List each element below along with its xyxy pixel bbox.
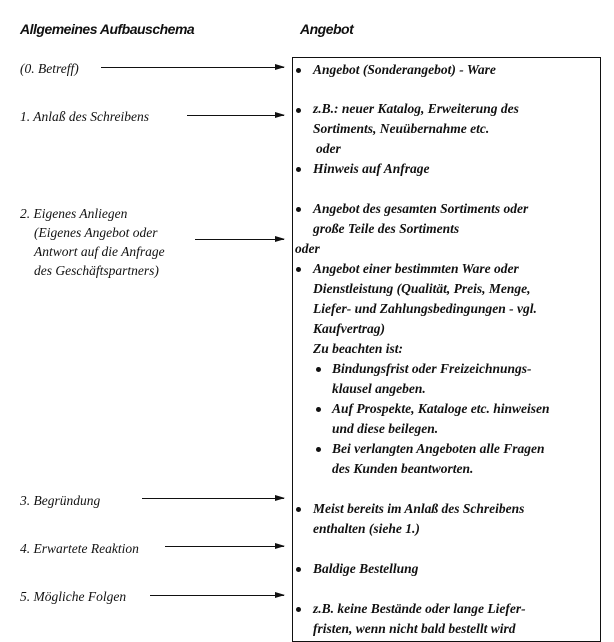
item-folgen bbox=[313, 599, 526, 639]
bullet-icon bbox=[296, 167, 301, 172]
arrow-anliegen bbox=[195, 239, 284, 240]
item-reaktion: Baldige Bestellung bbox=[313, 561, 419, 576]
item-line: und diese beilegen. bbox=[332, 421, 439, 436]
sub-item bbox=[332, 439, 545, 479]
or-connector: oder bbox=[295, 241, 320, 256]
bullet-icon bbox=[296, 607, 301, 612]
item-anlass-b: Hinweis auf Anfrage bbox=[313, 161, 430, 176]
bullet-icon bbox=[296, 567, 301, 572]
arrow-anlass bbox=[187, 115, 284, 116]
sub-item bbox=[332, 359, 532, 399]
item-line: Dienstleistung (Qualität, Preis, Menge, bbox=[313, 281, 531, 296]
sub-item bbox=[332, 399, 550, 439]
step-begruendung: 3. Begründung bbox=[20, 493, 101, 508]
step-reaktion: 4. Erwartete Reaktion bbox=[20, 541, 139, 556]
or-connector: oder bbox=[316, 141, 341, 156]
left-column-heading: Allgemeines Aufbauschema bbox=[20, 21, 195, 37]
item-line: Kaufvertrag) bbox=[313, 321, 385, 336]
item-line: Angebot des gesamten Sortiments oder bbox=[313, 201, 529, 216]
item-line: klausel angeben. bbox=[332, 381, 426, 396]
step-anliegen-line: Antwort auf die Anfrage bbox=[34, 244, 165, 259]
item-line: des Kunden beantworten. bbox=[332, 461, 474, 476]
item-line: z.B. keine Bestände oder lange Liefer- bbox=[313, 601, 526, 616]
bullet-icon bbox=[296, 68, 301, 73]
step-anliegen-line: (Eigenes Angebot oder bbox=[34, 225, 158, 240]
sub-bullet-icon bbox=[316, 367, 321, 372]
item-betreff: Angebot (Sonderangebot) - Ware bbox=[313, 62, 496, 77]
arrow-begruendung bbox=[142, 498, 284, 499]
bullet-icon bbox=[296, 207, 301, 212]
right-column-heading: Angebot bbox=[300, 21, 354, 37]
item-line: z.B.: neuer Katalog, Erweiterung des bbox=[313, 101, 519, 116]
item-line: Auf Prospekte, Kataloge etc. hinweisen bbox=[332, 401, 550, 416]
item-line: Meist bereits im Anlaß des Schreibens bbox=[313, 501, 525, 516]
item-anliegen-b bbox=[313, 259, 537, 339]
item-line: Bei verlangten Angeboten alle Fragen bbox=[332, 441, 545, 456]
bullet-icon bbox=[296, 507, 301, 512]
item-line: große Teile des Sortiments bbox=[313, 221, 460, 236]
item-begruendung bbox=[313, 499, 524, 539]
item-anlass-a bbox=[313, 99, 519, 139]
item-anliegen-a bbox=[313, 199, 528, 239]
step-anliegen bbox=[20, 204, 165, 280]
item-line: fristen, wenn nicht bald bestellt wird bbox=[313, 621, 516, 636]
sub-bullet-icon bbox=[316, 447, 321, 452]
step-anlass: 1. Anlaß des Schreibens bbox=[20, 109, 149, 124]
bullet-icon bbox=[296, 267, 301, 272]
step-anliegen-line: des Geschäftspartners) bbox=[34, 263, 159, 278]
arrow-folgen bbox=[150, 595, 284, 596]
arrow-reaktion bbox=[165, 546, 284, 547]
arrow-betreff bbox=[101, 67, 284, 68]
step-folgen: 5. Mögliche Folgen bbox=[20, 589, 127, 604]
item-line: Sortiments, Neuübernahme etc. bbox=[313, 121, 490, 136]
item-line: Liefer- und Zahlungsbedingungen - vgl. bbox=[313, 301, 537, 316]
item-line: Angebot einer bestimmten Ware oder bbox=[313, 261, 519, 276]
item-line: enthalten (siehe 1.) bbox=[313, 521, 420, 536]
step-anliegen-line: 2. Eigenes Anliegen bbox=[20, 206, 128, 221]
sub-bullet-icon bbox=[316, 407, 321, 412]
note-heading: Zu beachten ist: bbox=[313, 341, 403, 356]
item-line: Bindungsfrist oder Freizeichnungs- bbox=[332, 361, 532, 376]
bullet-icon bbox=[296, 108, 301, 113]
step-betreff: (0. Betreff) bbox=[20, 61, 79, 76]
